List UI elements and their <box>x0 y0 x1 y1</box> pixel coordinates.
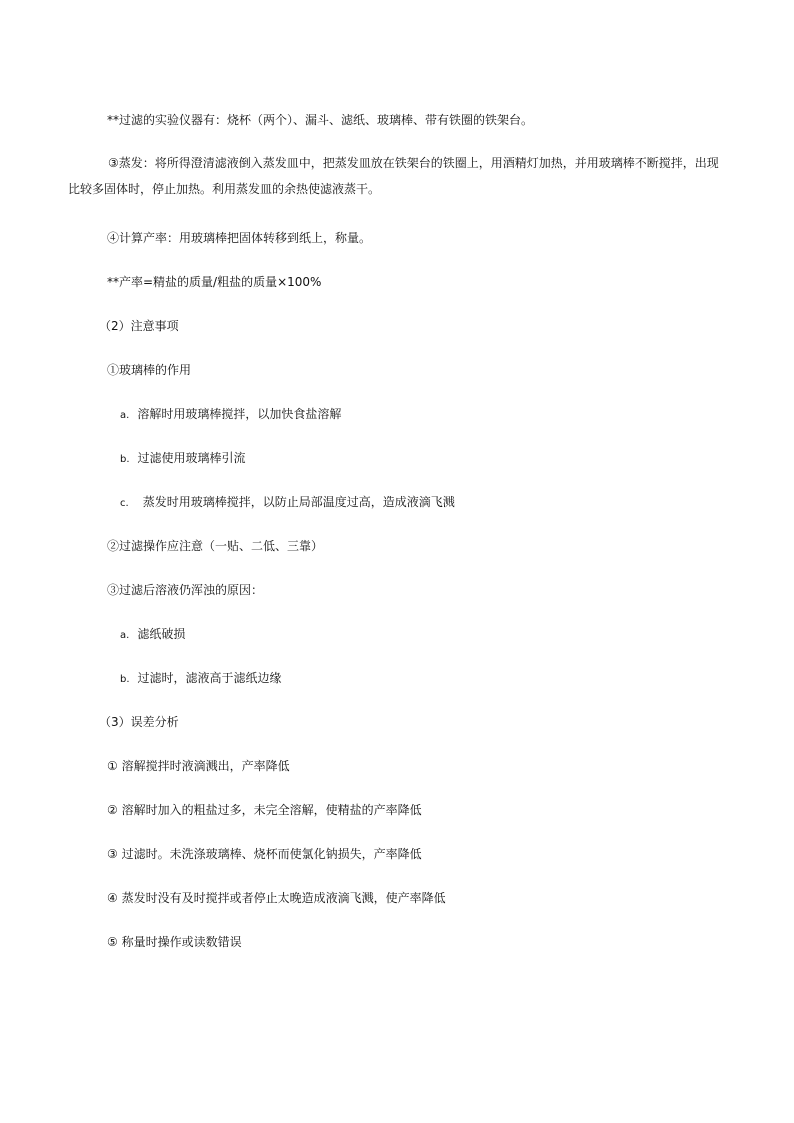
rod-item-b-text: 过滤使用玻璃棒引流 <box>137 451 246 465</box>
evaporate-paragraph: ③蒸发：将所得澄清滤液倒入蒸发皿中，把蒸发皿放在铁架台的铁圈上，用酒精灯加热，并用玻璃棒不断搅拌，出现比较多固体时，停止加热。利用蒸发皿的余热使滤液蒸干。 <box>68 156 719 196</box>
turbid-item-a <box>120 625 185 645</box>
error-analysis-heading: （3）误差分析 <box>99 715 179 729</box>
error-item-3: ③ 过滤时。未洗涤玻璃棒、烧杯而使氯化钠损失，产率降低 <box>107 847 422 861</box>
rod-item-c <box>120 493 455 513</box>
error-item-1: ① 溶解搅拌时液滴溅出，产率降低 <box>107 759 290 773</box>
turbid-reason-heading: ③过滤后溶液仍浑浊的原因： <box>107 583 264 597</box>
error-item-4: ④ 蒸发时没有及时搅拌或者停止太晚造成液滴飞溅，使产率降低 <box>107 891 446 905</box>
turbid-item-a-label: a. <box>120 630 130 641</box>
turbid-item-a-text: 滤纸破损 <box>137 627 186 641</box>
rod-item-a-text: 溶解时用玻璃棒搅拌，以加快食盐溶解 <box>137 407 342 421</box>
turbid-item-b-text: 过滤时，滤液高于滤纸边缘 <box>137 671 282 685</box>
yield-formula-text: **产率=精盐的质量/粗盐的质量×100% <box>107 275 322 289</box>
glass-rod-role-heading: ①玻璃棒的作用 <box>107 363 192 377</box>
filter-instruments-text: **过滤的实验仪器有：烧杯（两个）、漏斗、滤纸、玻璃棒、带有铁圈的铁架台。 <box>107 113 534 127</box>
rod-item-a <box>120 405 341 425</box>
turbid-item-b <box>120 669 282 689</box>
rod-item-b-label: b. <box>120 454 130 465</box>
filter-notes-text: ②过滤操作应注意（一贴、二低、三靠） <box>107 539 324 553</box>
turbid-item-b-label: b. <box>120 674 130 685</box>
calc-yield-text: ④计算产率：用玻璃棒把固体转移到纸上，称量。 <box>107 231 372 245</box>
notes-heading: （2）注意事项 <box>99 319 179 333</box>
rod-item-c-text: 蒸发时用玻璃棒搅拌，以防止局部温度过高，造成液滴飞溅 <box>142 495 455 509</box>
rod-item-c-label: c. <box>120 498 129 509</box>
rod-item-b <box>120 449 246 469</box>
rod-item-a-label: a. <box>120 410 130 421</box>
error-item-2: ② 溶解时加入的粗盐过多，未完全溶解，使精盐的产率降低 <box>107 803 422 817</box>
error-item-5: ⑤ 称量时操作或读数错误 <box>107 935 242 949</box>
